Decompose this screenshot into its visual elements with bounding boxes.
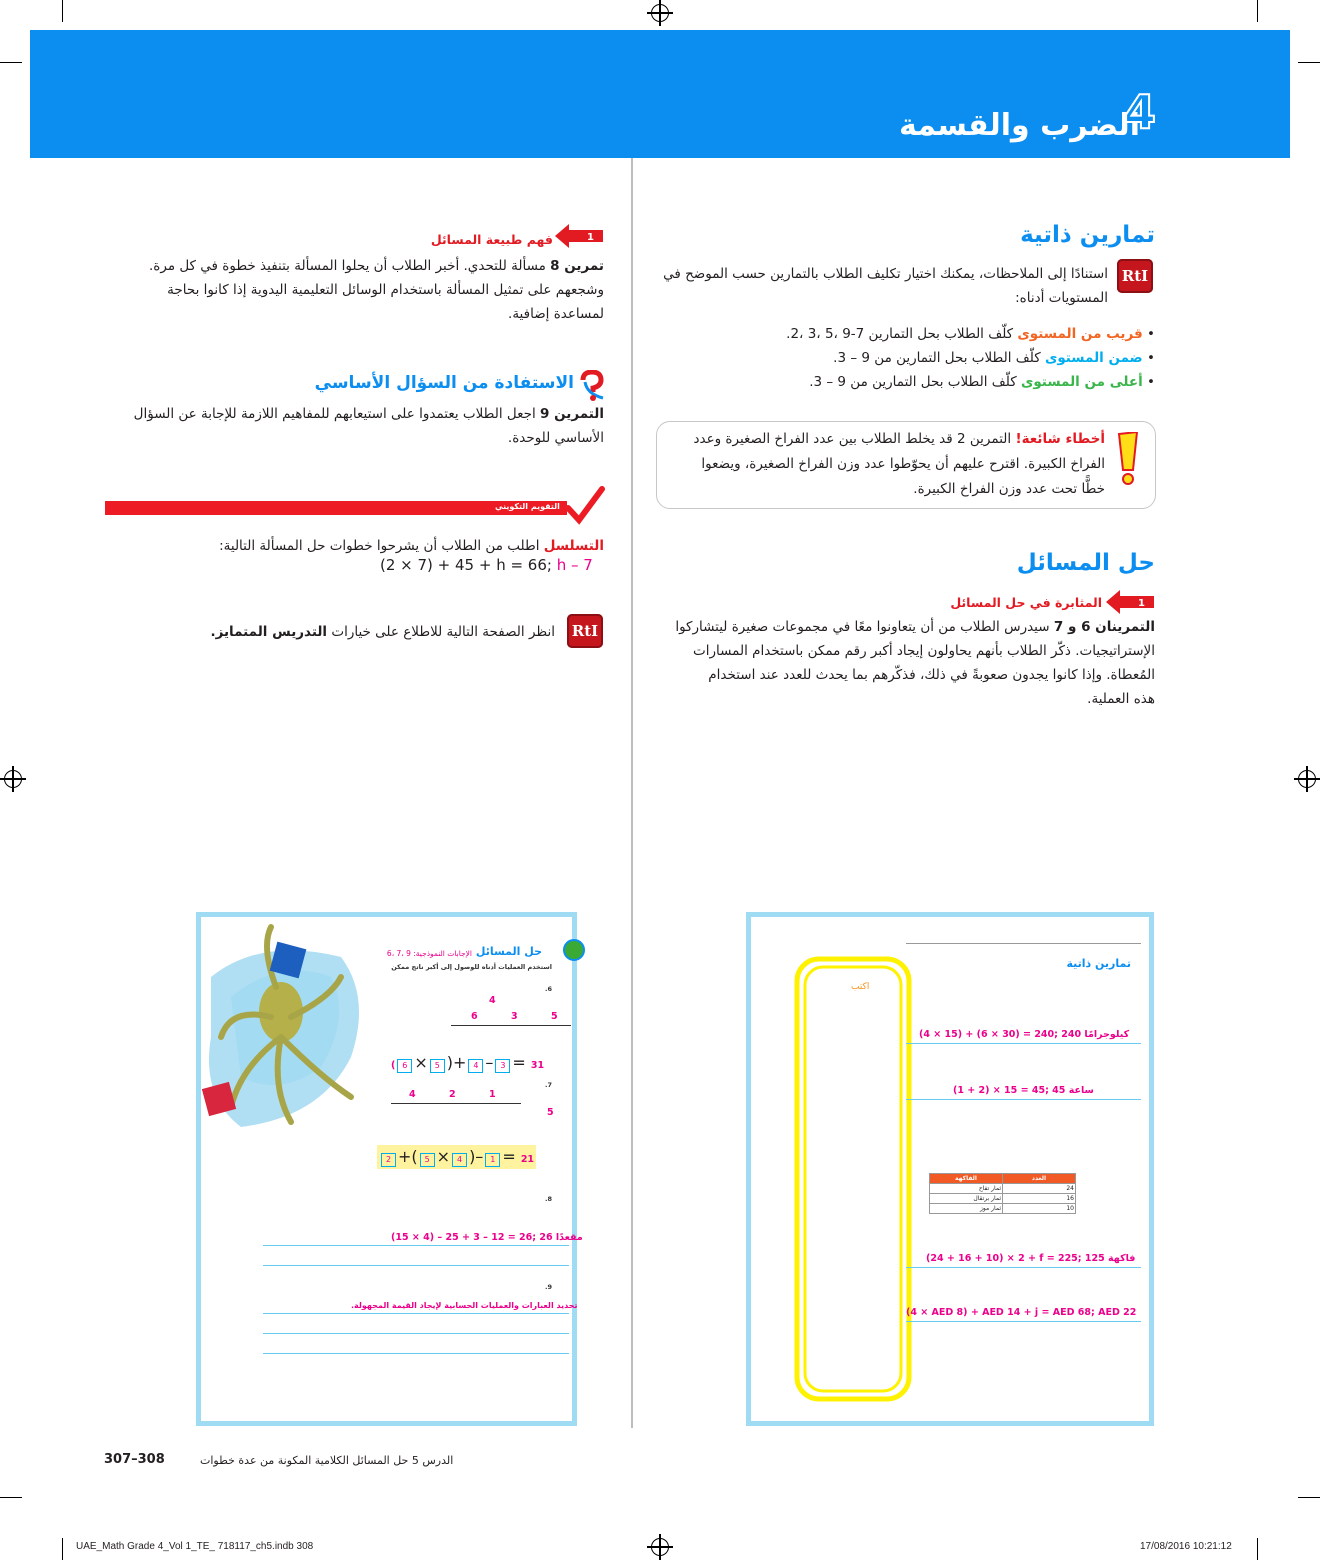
table-row: 10 ثمار موز xyxy=(930,1204,1076,1214)
mini-subtitle: الإجابات النموذجية: 9 ،7 ،6 xyxy=(386,949,472,958)
section-title-problem-solving: حل المسائل xyxy=(1016,550,1155,576)
octopus-dice-illustration xyxy=(201,917,371,1137)
svg-text:1: 1 xyxy=(587,232,594,243)
level-item: • ضمن المستوى كلّف الطلاب بحل التمارين من 9 – 3. xyxy=(833,350,1155,366)
practice-label: فهم طبيعة المسائل xyxy=(430,232,553,247)
level-item: • أعلى من المستوى كلّف الطلاب بحل التمارين من 9 – 3. xyxy=(809,374,1155,390)
checkmark-icon xyxy=(565,486,605,526)
answer-line xyxy=(906,1267,1141,1268)
section-title-self-practice: تمارين ذاتية xyxy=(1020,222,1155,248)
registration-mark-icon xyxy=(1298,770,1316,788)
table-row: 24 ثمار تفاح xyxy=(930,1184,1076,1194)
common-mistakes-text: أخطاء شائعة! التمرين 2 قد يخلط الطلاب بين عدد الفراخ الصغيرة وعدد الفراخ الكبيرة. اقترح عليهم أن يحوّطوا عدد وزن الفراخ الصغيرة، ويضعوا خطًّا تحت عدد وزن الفراخ الكبيرة. xyxy=(693,431,1105,497)
practice-badge-icon xyxy=(1106,588,1156,616)
mini-title: حل المسائل xyxy=(475,945,542,958)
essential-question-title: الاستفادة من السؤال الأساسي xyxy=(314,373,574,393)
q9-label: 9. xyxy=(544,1283,552,1291)
exercise9-paragraph: التمرين 9 اجعل الطلاب يعتمدوا على استيعابهم للمفاهيم اللازمة للإجابة عن السؤال الأساسي للوحدة. xyxy=(133,406,604,446)
answer-line xyxy=(263,1265,569,1266)
crop-mark xyxy=(0,1497,22,1498)
q6-number-line xyxy=(451,1025,571,1026)
lesson-footer: الدرس 5 حل المسائل الكلامية المكونة من عدة خطوات xyxy=(200,1454,454,1467)
q6-row-a: 5 xyxy=(551,1011,558,1022)
registration-mark-icon xyxy=(651,1538,669,1556)
registration-mark-icon xyxy=(4,770,22,788)
practice-paragraph: التمرينان 6 و 7 سيدرس الطلاب من أن يتعاونوا معًا في مجموعات صغيرة ليتشاركوا الإستراتيجيات. ذكّر الطلاب بأنهم يحاولون إيجاد أكبر رقم ممكن باستخدام المسارات المُعطاة. وإذا كانوا يجدون صعوبةً في ذلك، فذكّرهم بما يحدث للعدد عند استخدام هذه العملية. xyxy=(675,619,1155,707)
level-item: • قريب من المستوى كلّف الطلاب بحل التمارين 7-9 ،5 ،3 ،2. xyxy=(786,326,1155,342)
column-divider xyxy=(631,158,633,1428)
crop-mark xyxy=(0,62,22,63)
q9-answer: تحديد العبارات والعمليات الحسابية لإيجاد القيمة المجهولة. xyxy=(351,1301,578,1310)
q7-label: 7. xyxy=(544,1081,552,1089)
answer-line xyxy=(263,1313,569,1314)
rti-icon: RtI xyxy=(567,614,603,648)
q8-answer: (15 × 4) – 25 + 3 – 12 = 26; 26 مقعدًا xyxy=(391,1232,583,1243)
levels-list xyxy=(685,322,1155,394)
q2-answer: (4 × 15) + (6 × 30) = 240; 240 كيلوجرامًا xyxy=(919,1029,1130,1040)
q8-label: 8. xyxy=(544,1195,552,1203)
answer-line xyxy=(263,1245,569,1246)
student-page-thumbnail-right xyxy=(746,912,1154,1426)
q7-row-a: 4 xyxy=(409,1089,416,1100)
q5-answer: (4 × AED 8) + AED 14 + j = AED 68; AED 22 xyxy=(906,1307,1137,1318)
exercise8-paragraph: تمرين 8 مسألة للتحدي. أخبر الطلاب أن يحلوا المسألة بتنفيذ خطوة في كل مرة. وشجعهم على تمثيل المسألة باستخدام الوسائل التعليمية اليدوية إذا كانوا بحاجة لمساعدة إضافية. xyxy=(149,258,604,322)
crop-mark xyxy=(62,1538,63,1560)
q7-equation: 2 +( 5 × 4 )– 1 = 21 xyxy=(377,1145,536,1169)
q4-answer: (24 + 16 + 10) × 2 + f = 225; 125 فاكهة xyxy=(926,1253,1136,1264)
mini-title: تمارين ذاتية xyxy=(1066,957,1131,970)
page-numbers: 307–308 xyxy=(104,1452,165,1467)
yellow-label: اكتب xyxy=(851,982,870,992)
table-row: 16 ثمار برتقال xyxy=(930,1194,1076,1204)
chapter-number: 4 xyxy=(1123,85,1156,139)
q7-row-b: 2 xyxy=(449,1089,456,1100)
fruit-table: العدد الفاكهة 24 ثمار تفاح 16 ثمار برتقال 10 ثمار موز xyxy=(929,1173,1076,1214)
chapter-title: الضرب والقسمة xyxy=(899,108,1140,143)
practice-badge-icon xyxy=(555,222,605,250)
crop-mark xyxy=(1298,62,1320,63)
rti-differentiated-text: انظر الصفحة التالية للاطلاع على خيارات التدريس المتمايز. xyxy=(210,624,555,640)
sequence-paragraph: التسلسل اطلب من الطلاب أن يشرحوا خطوات حل المسألة التالية: xyxy=(219,538,604,554)
q6-equation: ( 6 × 5 )+ 4 – 3 = 31 xyxy=(391,1053,545,1072)
print-timestamp: 17/08/2016 10:21:12 xyxy=(1140,1541,1232,1552)
q6-row-b: 3 xyxy=(511,1011,518,1022)
rti-icon: RtI xyxy=(1117,259,1153,293)
file-slug: UAE_Math Grade 4_Vol 1_TE_ 718117_ch5.indb 308 xyxy=(76,1541,314,1552)
svg-text:1: 1 xyxy=(1138,598,1145,609)
exclamation-icon xyxy=(1115,432,1141,486)
mini-subtitle2: استخدم العمليات أدناه للوصول إلى أكبر ناتج ممكن xyxy=(391,963,552,971)
crop-mark xyxy=(1257,0,1258,22)
sequence-equation: (2 × 7) + 45 + h = 66; h – 7 xyxy=(380,556,593,574)
student-page-thumbnail-left xyxy=(196,912,583,1426)
answer-line xyxy=(906,1099,1141,1100)
answer-line xyxy=(906,1321,1141,1322)
registration-mark-icon xyxy=(651,4,669,22)
answer-line xyxy=(263,1353,569,1354)
q7-number-line xyxy=(391,1103,521,1104)
q6-label: 6. xyxy=(544,985,552,993)
q6-digit: 4 xyxy=(489,995,496,1006)
question-mark-icon xyxy=(577,370,607,402)
crop-mark xyxy=(1298,1497,1320,1498)
answer-line xyxy=(906,1043,1141,1044)
crop-mark xyxy=(62,0,63,22)
yellow-highlight-frame xyxy=(791,953,915,1405)
q3-answer: (1 + 2) × 15 = 45; 45 ساعة xyxy=(953,1085,1094,1096)
rti-paragraph: استنادًا إلى الملاحظات، يمكنك اختيار تكليف الطلاب بالتمارين حسب الموضح في المستويات أدناه: xyxy=(663,266,1108,306)
header-rule xyxy=(906,943,1141,944)
crop-mark xyxy=(1257,1538,1258,1560)
q7-digit: 5 xyxy=(547,1107,554,1118)
q7-row-c: 1 xyxy=(489,1089,496,1100)
answer-line xyxy=(263,1333,569,1334)
globe-icon xyxy=(563,939,585,961)
formative-assessment-bar: التقويم التكويني xyxy=(105,501,567,515)
practice-label: المثابرة في حل المسائل xyxy=(950,595,1102,610)
q6-row-c: 6 xyxy=(471,1011,478,1022)
